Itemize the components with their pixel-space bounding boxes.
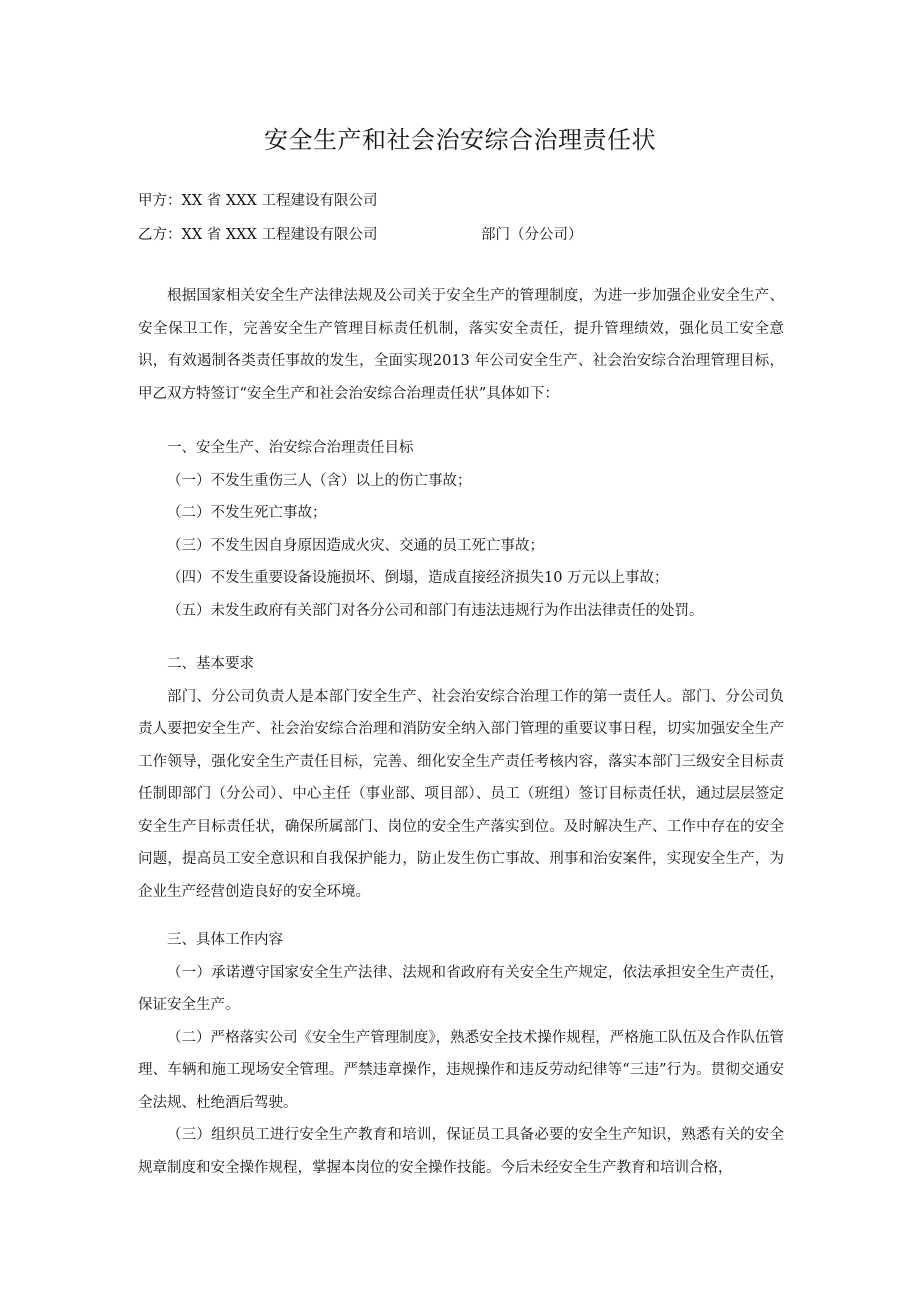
section-3-heading: 三、具体工作内容 (167, 932, 283, 948)
section-1-item: （二）不发生死亡事故； (167, 505, 327, 521)
intro-section (138, 280, 784, 410)
section-2-paragraph: 部门、分公司负责人是本部门安全生产、社会治安综合治理工作的第一责任人。部门、分公司负责人要把安全生产、社会治安综合治理和消防安全纳入部门管理的重要议事日程，切实加强安全生产工作领导，强化安全生产责任目标，完善、细化安全生产责任考核内容，落实本部门三级安全目标责任制即部门（分公司）、中心主任（事业部、项目部）、员工（班组）签订目标责任状，通过层层签定安全生产目标责任状，确保所属部门、岗位的安全生产落实到位。及时解决生产、工作中存在的安全问题，提高员工安全意识和自我保护能力，防止发生伤亡事故、刑事和治安案件，实现安全生产，为企业生产经营创造良好的安全环境。 (138, 688, 784, 900)
party-b (138, 225, 583, 245)
section-3 (138, 924, 784, 1184)
section-1-item: （四）不发生重要设备设施损坏、倒塌，造成直接经济损失10 万元以上事故； (167, 570, 669, 586)
party-b-name: 乙方：XX 省 XXX 工程建设有限公司 (138, 227, 378, 243)
section-3-paragraph: （三）组织员工进行安全生产教育和培训，保证员工具备必要的安全生产知识，熟悉有关的安全规章制度和安全操作规程，掌握本岗位的安全操作技能。今后未经安全生产教育和培训合格， (138, 1127, 784, 1176)
section-2-heading: 二、基本要求 (167, 656, 254, 672)
party-a: 甲方：XX 省 XXX 工程建设有限公司 (138, 193, 378, 209)
section-1-item: （三）不发生因自身原因造成火灾、交通的员工死亡事故； (167, 537, 544, 554)
section-3-paragraph: （二）严格落实公司《安全生产管理制度》，熟悉安全技术操作规程，严格施工队伍及合作队伍管理、车辆和施工现场安全管理。严禁违章操作，违规操作和违反劳动纪律等“三违”行为。贯彻交通安全法规、杜绝酒后驾驶。 (138, 1029, 784, 1111)
section-1-item: （一）不发生重伤三人（含）以上的伤亡事故； (167, 472, 472, 489)
section-2 (138, 648, 784, 908)
party-b-dept: 部门（分公司） (481, 227, 583, 243)
section-3-paragraph: （一）承诺遵守国家安全生产法律、法规和省政府有关安全生产规定，依法承担安全生产责任，保证安全生产。 (138, 964, 784, 1013)
intro-paragraph: 根据国家相关安全生产法律法规及公司关于安全生产的管理制度，为进一步加强企业安全生产、安全保卫工作，完善安全生产管理目标责任机制，落实安全责任，提升管理绩效，强化员工安全意识，有效遏制各类责任事故的发生，全面实现2013 年公司安全生产、社会治安综合治理管理目标，甲乙双方特签订“安全生产和社会治安综合治理责任状”具体如下： (138, 288, 784, 402)
document-title: 安全生产和社会治安综合治理责任状 (264, 126, 656, 154)
section-1 (138, 432, 784, 627)
section-1-item: （五）未发生政府有关部门对各分公司和部门有违法违规行为作出法律责任的处罚。 (167, 602, 704, 619)
section-1-heading: 一、安全生产、治安综合治理责任目标 (167, 440, 414, 456)
